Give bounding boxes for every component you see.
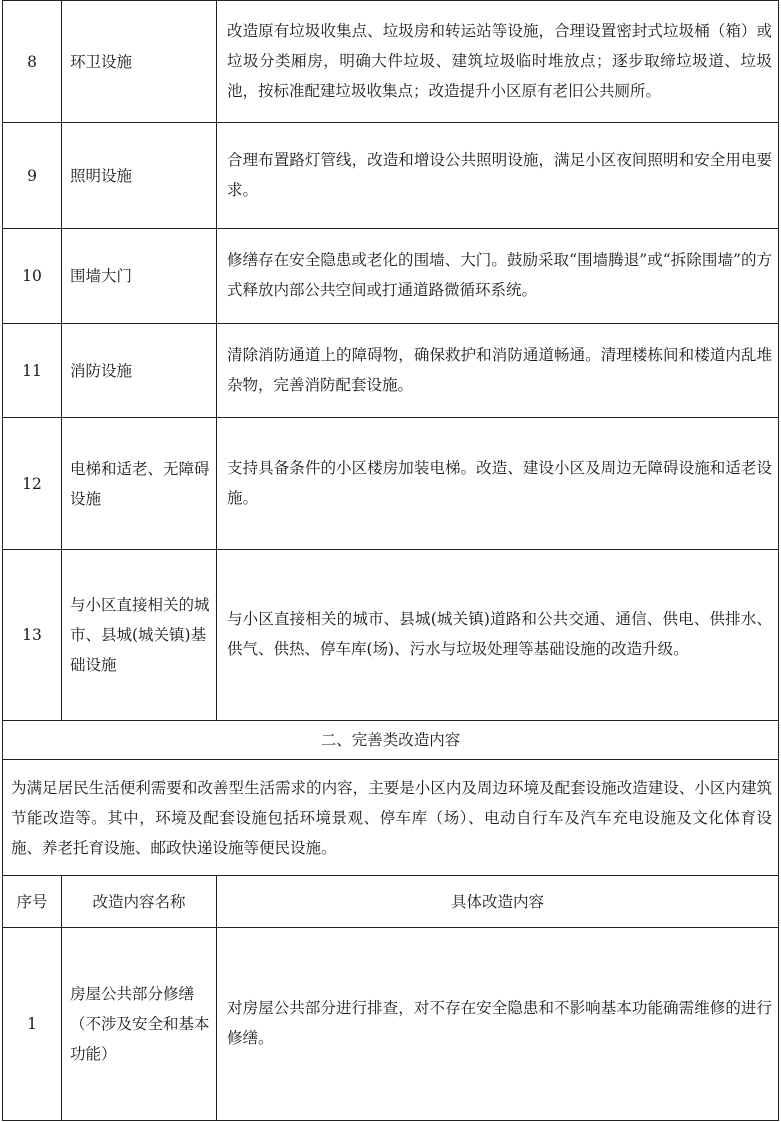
item-name: 与小区直接相关的城市、县城(城关镇)基础设施 — [62, 550, 217, 721]
document-page — [2, 0, 778, 1121]
table-row — [3, 550, 779, 721]
table-row — [3, 324, 779, 418]
row-number: 13 — [3, 550, 62, 721]
header-content: 具体改造内容 — [217, 876, 779, 928]
row-number: 10 — [3, 229, 62, 324]
item-content: 改造原有垃圾收集点、垃圾房和转运站等设施，合理设置密封式垃圾桶（箱）或垃圾分类厢房，明确大件垃圾、建筑垃圾临时堆放点；逐步取缔垃圾道、垃圾池，按标准配建垃圾收集点；改造提升小区原有老旧公共厕所。 — [217, 1, 779, 123]
table-row — [3, 928, 779, 1121]
row-number: 8 — [3, 1, 62, 123]
item-content: 清除消防通道上的障碍物，确保救护和消防通道畅通。清理楼栋间和楼道内乱堆杂物，完善消防配套设施。 — [217, 324, 779, 418]
item-name: 环卫设施 — [62, 1, 217, 123]
section-title: 二、完善类改造内容 — [3, 721, 779, 760]
item-content: 合理布置路灯管线，改造和增设公共照明设施，满足小区夜间照明和安全用电要求。 — [217, 123, 779, 229]
section-title-row — [3, 721, 779, 760]
table-row — [3, 418, 779, 550]
row-number: 12 — [3, 418, 62, 550]
row-number: 1 — [3, 928, 62, 1121]
row-number: 9 — [3, 123, 62, 229]
table-row — [3, 1, 779, 123]
header-number: 序号 — [3, 876, 62, 928]
item-content: 支持具备条件的小区楼房加装电梯。改造、建设小区及周边无障碍设施和适老设施。 — [217, 418, 779, 550]
table-header-row — [3, 876, 779, 928]
item-content: 对房屋公共部分进行排查，对不存在安全隐患和不影响基本功能确需维修的进行修缮。 — [217, 928, 779, 1121]
item-content: 修缮存在安全隐患或老化的围墙、大门。鼓励采取“围墙腾退”或“拆除围墙”的方式释放内部公共空间或打通道路微循环系统。 — [217, 229, 779, 324]
renovation-table — [2, 0, 779, 1121]
section-desc-row — [3, 760, 779, 876]
table-row — [3, 229, 779, 324]
table-row — [3, 123, 779, 229]
item-name: 房屋公共部分修缮（不涉及安全和基本功能） — [62, 928, 217, 1121]
item-content: 与小区直接相关的城市、县城(城关镇)道路和公共交通、通信、供电、供排水、供气、供热、停车库(场)、污水与垃圾处理等基础设施的改造升级。 — [217, 550, 779, 721]
item-name: 电梯和适老、无障碍设施 — [62, 418, 217, 550]
item-name: 围墙大门 — [62, 229, 217, 324]
item-name: 消防设施 — [62, 324, 217, 418]
section-description: 为满足居民生活便利需要和改善型生活需求的内容，主要是小区内及周边环境及配套设施改造建设、小区内建筑节能改造等。其中，环境及配套设施包括环境景观、停车库（场）、电动自行车及汽车充电设施及文化体育设施、养老托育设施、邮政快递设施等便民设施。 — [3, 760, 779, 876]
row-number: 11 — [3, 324, 62, 418]
item-name: 照明设施 — [62, 123, 217, 229]
header-name: 改造内容名称 — [62, 876, 217, 928]
